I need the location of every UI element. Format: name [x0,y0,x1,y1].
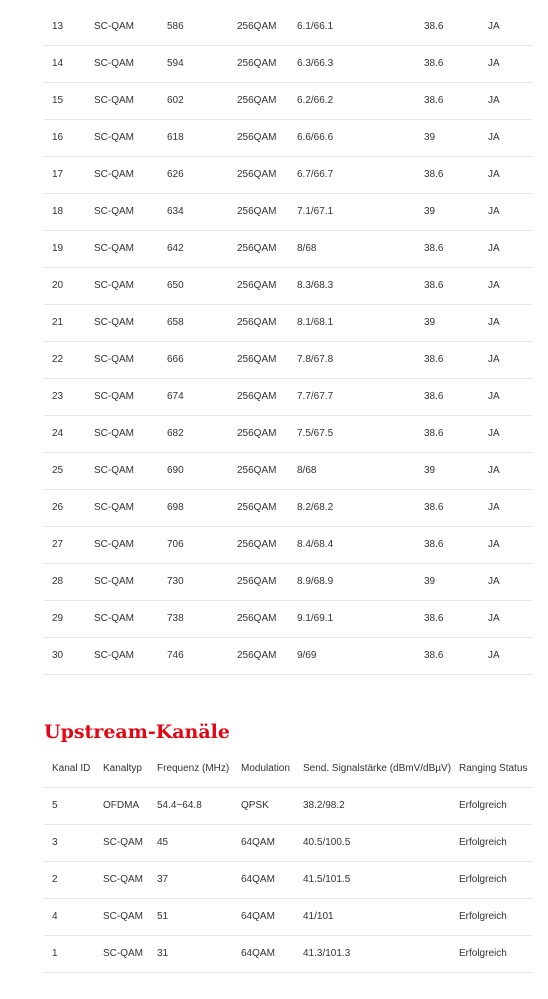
snr-cell: 38.6 [424,21,444,32]
frequency-cell: 674 [167,391,184,402]
ranging-status-cell: Erfolgreich [459,874,507,885]
table-row [44,157,532,194]
modulation-cell: 256QAM [237,206,277,217]
upstream-header-row [44,751,532,788]
table-row [44,825,532,862]
power-cell: 8.9/68.9 [297,576,334,587]
modulation-cell: 256QAM [237,502,277,513]
locked-cell: JA [488,243,500,254]
frequency-cell: 682 [167,428,184,439]
channel-type-cell: SC-QAM [94,95,134,106]
snr-cell: 38.6 [424,280,444,291]
frequency-cell: 690 [167,465,184,476]
power-cell: 8.2/68.2 [297,502,334,513]
channel-type-cell: SC-QAM [94,502,134,513]
locked-cell: JA [488,132,500,143]
modulation-cell: 256QAM [237,317,277,328]
table-row [44,453,532,490]
power-cell: 9.1/69.1 [297,613,334,624]
locked-cell: JA [488,502,500,513]
snr-cell: 38.6 [424,58,444,69]
power-cell: 6.7/66.7 [297,169,334,180]
channel-id-cell: 13 [52,21,64,32]
channel-type-cell: SC-QAM [94,317,134,328]
snr-cell: 39 [424,465,436,476]
channel-id-cell: 23 [52,391,64,402]
table-row [44,564,532,601]
power-cell: 41.5/101.5 [303,874,351,885]
frequency-cell: 37 [157,874,169,885]
locked-cell: JA [488,354,500,365]
channel-type-cell: SC-QAM [103,837,143,848]
modulation-cell: 256QAM [237,243,277,254]
frequency-cell: 634 [167,206,184,217]
modulation-cell: 256QAM [237,613,277,624]
frequency-cell: 650 [167,280,184,291]
channel-id-cell: 28 [52,576,64,587]
modulation-cell: 256QAM [237,95,277,106]
channel-type-cell: SC-QAM [94,21,134,32]
channel-id-cell: 1 [52,948,58,959]
table-row [44,46,532,83]
frequency-cell: 45 [157,837,169,848]
power-cell: 8/68 [297,465,317,476]
channel-type-cell: SC-QAM [94,280,134,291]
snr-cell: 38.6 [424,243,444,254]
channel-id-cell: 22 [52,354,64,365]
modulation-cell: QPSK [241,800,269,811]
channel-id-cell: 4 [52,911,58,922]
power-cell: 9/69 [297,650,317,661]
frequency-cell: 698 [167,502,184,513]
channel-id-cell: 27 [52,539,64,550]
modulation-cell: 256QAM [237,539,277,550]
power-cell: 6.3/66.3 [297,58,334,69]
frequency-cell: 738 [167,613,184,624]
power-cell: 38.2/98.2 [303,800,345,811]
locked-cell: JA [488,428,500,439]
snr-cell: 38.6 [424,650,444,661]
header-signalstaerke: Send. Signalstärke (dBmV/dBµV) [303,763,452,774]
table-row [44,268,532,305]
table-row [44,379,532,416]
table-row [44,601,532,638]
locked-cell: JA [488,21,500,32]
modulation-cell: 64QAM [241,874,275,885]
channel-type-cell: SC-QAM [94,428,134,439]
snr-cell: 38.6 [424,391,444,402]
downstream-table [44,9,532,675]
snr-cell: 39 [424,576,436,587]
modulation-cell: 64QAM [241,837,275,848]
locked-cell: JA [488,58,500,69]
header-frequenz: Frequenz (MHz) [157,763,230,774]
modulation-cell: 256QAM [237,391,277,402]
channel-type-cell: SC-QAM [94,58,134,69]
channel-id-cell: 21 [52,317,64,328]
channel-type-cell: SC-QAM [103,948,143,959]
snr-cell: 39 [424,317,436,328]
header-kanaltyp: Kanaltyp [103,763,142,774]
frequency-cell: 626 [167,169,184,180]
table-row [44,83,532,120]
table-row [44,120,532,157]
header-kanal-id: Kanal ID [52,763,91,774]
table-row [44,194,532,231]
channel-id-cell: 25 [52,465,64,476]
channel-id-cell: 2 [52,874,58,885]
locked-cell: JA [488,280,500,291]
channel-id-cell: 24 [52,428,64,439]
channel-id-cell: 16 [52,132,64,143]
channel-id-cell: 14 [52,58,64,69]
channel-id-cell: 26 [52,502,64,513]
snr-cell: 38.6 [424,95,444,106]
power-cell: 8.4/68.4 [297,539,334,550]
channel-type-cell: SC-QAM [94,576,134,587]
frequency-cell: 51 [157,911,169,922]
table-row [44,788,532,825]
modulation-cell: 256QAM [237,650,277,661]
channel-type-cell: SC-QAM [94,613,134,624]
snr-cell: 38.6 [424,428,444,439]
frequency-cell: 54.4~64.8 [157,800,202,811]
locked-cell: JA [488,391,500,402]
snr-cell: 38.6 [424,539,444,550]
table-row [44,490,532,527]
modulation-cell: 256QAM [237,21,277,32]
channel-type-cell: SC-QAM [94,354,134,365]
channel-type-cell: SC-QAM [103,911,143,922]
frequency-cell: 594 [167,58,184,69]
power-cell: 41.3/101.3 [303,948,351,959]
table-row [44,899,532,936]
power-cell: 7.7/67.7 [297,391,334,402]
channel-id-cell: 29 [52,613,64,624]
frequency-cell: 618 [167,132,184,143]
power-cell: 7.8/67.8 [297,354,334,365]
locked-cell: JA [488,613,500,624]
power-cell: 8/68 [297,243,317,254]
channel-id-cell: 19 [52,243,64,254]
channel-id-cell: 18 [52,206,64,217]
channel-type-cell: SC-QAM [94,169,134,180]
power-cell: 41/101 [303,911,334,922]
header-ranging-status: Ranging Status [459,763,528,774]
frequency-cell: 730 [167,576,184,587]
channel-type-cell: SC-QAM [94,650,134,661]
snr-cell: 38.6 [424,354,444,365]
snr-cell: 38.6 [424,613,444,624]
channel-type-cell: SC-QAM [94,206,134,217]
frequency-cell: 586 [167,21,184,32]
modulation-cell: 256QAM [237,428,277,439]
ranging-status-cell: Erfolgreich [459,837,507,848]
modulation-cell: 256QAM [237,354,277,365]
table-row [44,638,532,675]
ranging-status-cell: Erfolgreich [459,948,507,959]
locked-cell: JA [488,465,500,476]
power-cell: 6.6/66.6 [297,132,334,143]
frequency-cell: 602 [167,95,184,106]
table-row [44,305,532,342]
power-cell: 6.2/66.2 [297,95,334,106]
snr-cell: 39 [424,206,436,217]
header-modulation: Modulation [241,763,290,774]
modulation-cell: 256QAM [237,576,277,587]
power-cell: 7.5/67.5 [297,428,334,439]
table-row [44,416,532,453]
table-row [44,342,532,379]
table-row [44,527,532,564]
locked-cell: JA [488,539,500,550]
channel-id-cell: 30 [52,650,64,661]
locked-cell: JA [488,317,500,328]
modulation-cell: 256QAM [237,465,277,476]
table-row [44,231,532,268]
frequency-cell: 31 [157,948,169,959]
channel-type-cell: SC-QAM [103,874,143,885]
upstream-section-title: Upstream-Kanäle [44,721,230,743]
table-row [44,936,532,973]
power-cell: 6.1/66.1 [297,21,334,32]
power-cell: 8.3/68.3 [297,280,334,291]
ranging-status-cell: Erfolgreich [459,911,507,922]
modulation-cell: 256QAM [237,169,277,180]
upstream-table [44,751,532,973]
frequency-cell: 658 [167,317,184,328]
channel-type-cell: SC-QAM [94,465,134,476]
frequency-cell: 666 [167,354,184,365]
channel-id-cell: 15 [52,95,64,106]
power-cell: 40.5/100.5 [303,837,351,848]
power-cell: 7.1/67.1 [297,206,334,217]
frequency-cell: 642 [167,243,184,254]
channel-type-cell: SC-QAM [94,539,134,550]
modulation-cell: 64QAM [241,948,275,959]
locked-cell: JA [488,169,500,180]
ranging-status-cell: Erfolgreich [459,800,507,811]
locked-cell: JA [488,650,500,661]
modulation-cell: 256QAM [237,280,277,291]
channel-type-cell: SC-QAM [94,243,134,254]
frequency-cell: 706 [167,539,184,550]
channel-id-cell: 5 [52,800,58,811]
table-row [44,9,532,46]
modulation-cell: 256QAM [237,58,277,69]
frequency-cell: 746 [167,650,184,661]
snr-cell: 38.6 [424,502,444,513]
snr-cell: 38.6 [424,169,444,180]
channel-type-cell: SC-QAM [94,391,134,402]
modulation-cell: 256QAM [237,132,277,143]
locked-cell: JA [488,576,500,587]
snr-cell: 39 [424,132,436,143]
channel-id-cell: 17 [52,169,64,180]
locked-cell: JA [488,206,500,217]
power-cell: 8.1/68.1 [297,317,334,328]
modulation-cell: 64QAM [241,911,275,922]
locked-cell: JA [488,95,500,106]
channel-type-cell: OFDMA [103,800,140,811]
channel-id-cell: 3 [52,837,58,848]
table-row [44,862,532,899]
channel-type-cell: SC-QAM [94,132,134,143]
channel-id-cell: 20 [52,280,64,291]
